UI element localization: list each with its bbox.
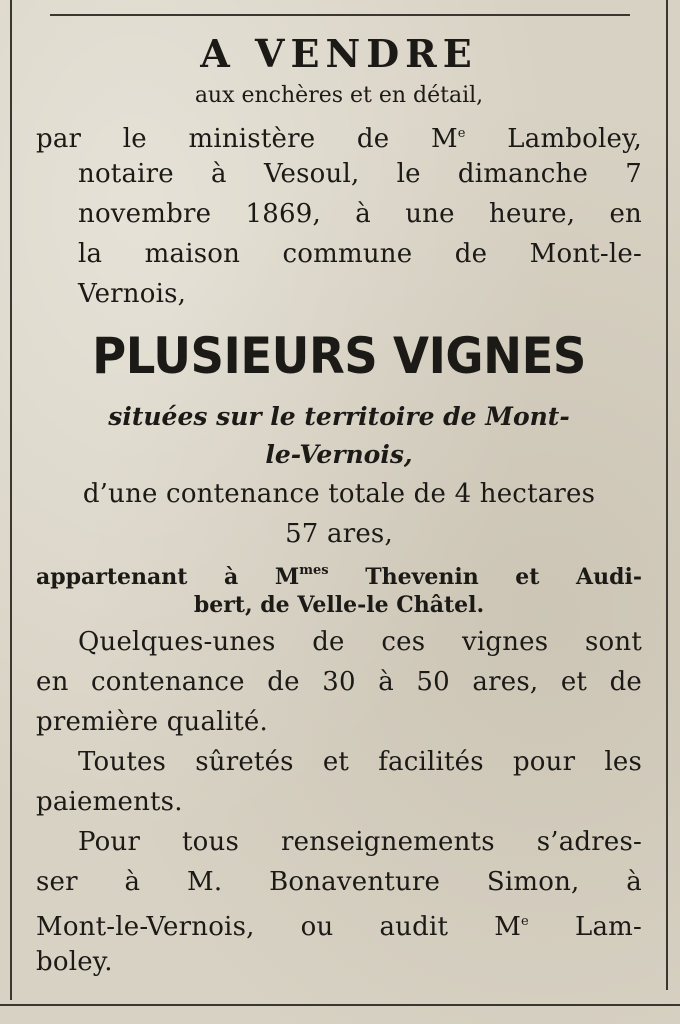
para3-line-3: Mont-le-Vernois, ou audit Me Lam-	[36, 912, 642, 942]
intro-line-3: novembre 1869, à une heure, en	[78, 199, 642, 229]
intro-line-4: la maison commune de Mont-le-	[78, 239, 642, 269]
para1-line-3: première qualité.	[36, 707, 268, 737]
owners-line-2: bert, de Velle-le Châtel.	[193, 592, 485, 618]
notice-subtitle: aux enchères et en détail,	[194, 83, 484, 108]
headline: PLUSIEURS VIGNES	[92, 327, 586, 385]
para1-line-2: en contenance de 30 à 50 ares, et de	[36, 667, 642, 697]
area-line-2: 57 ares,	[285, 519, 393, 549]
intro-line-1: par le ministère de Me Lamboley,	[36, 124, 642, 154]
para2-line-2: paiements.	[36, 787, 183, 817]
intro-line-5: Vernois,	[78, 279, 187, 309]
para2-line-1: Toutes sûretés et facilités pour les	[78, 747, 642, 777]
location-line-1: situées sur le territoire de Mont-	[108, 402, 570, 431]
para3-line-4: boley.	[36, 947, 113, 977]
para3-line-2: ser à M. Bonaventure Simon, à	[36, 867, 642, 897]
para3-line-1: Pour tous renseignements s’adres-	[78, 827, 642, 857]
location-line-2: le-Vernois,	[265, 440, 413, 469]
top-rule	[50, 14, 630, 16]
column-rule-left	[10, 0, 12, 1000]
para1-line-1: Quelques-unes de ces vignes sont	[78, 627, 642, 657]
notice-title: A VENDRE	[200, 31, 478, 76]
area-line-1: d’une contenance totale de 4 hectares	[82, 479, 596, 509]
intro-line-2: notaire à Vesoul, le dimanche 7	[78, 159, 642, 189]
bottom-rule	[0, 1004, 680, 1006]
column-rule-right	[666, 0, 668, 990]
owners-line-1: appartenant à $M^{mes}$ Thevenin et Audi-	[36, 563, 642, 590]
sale-notice	[36, 30, 642, 982]
